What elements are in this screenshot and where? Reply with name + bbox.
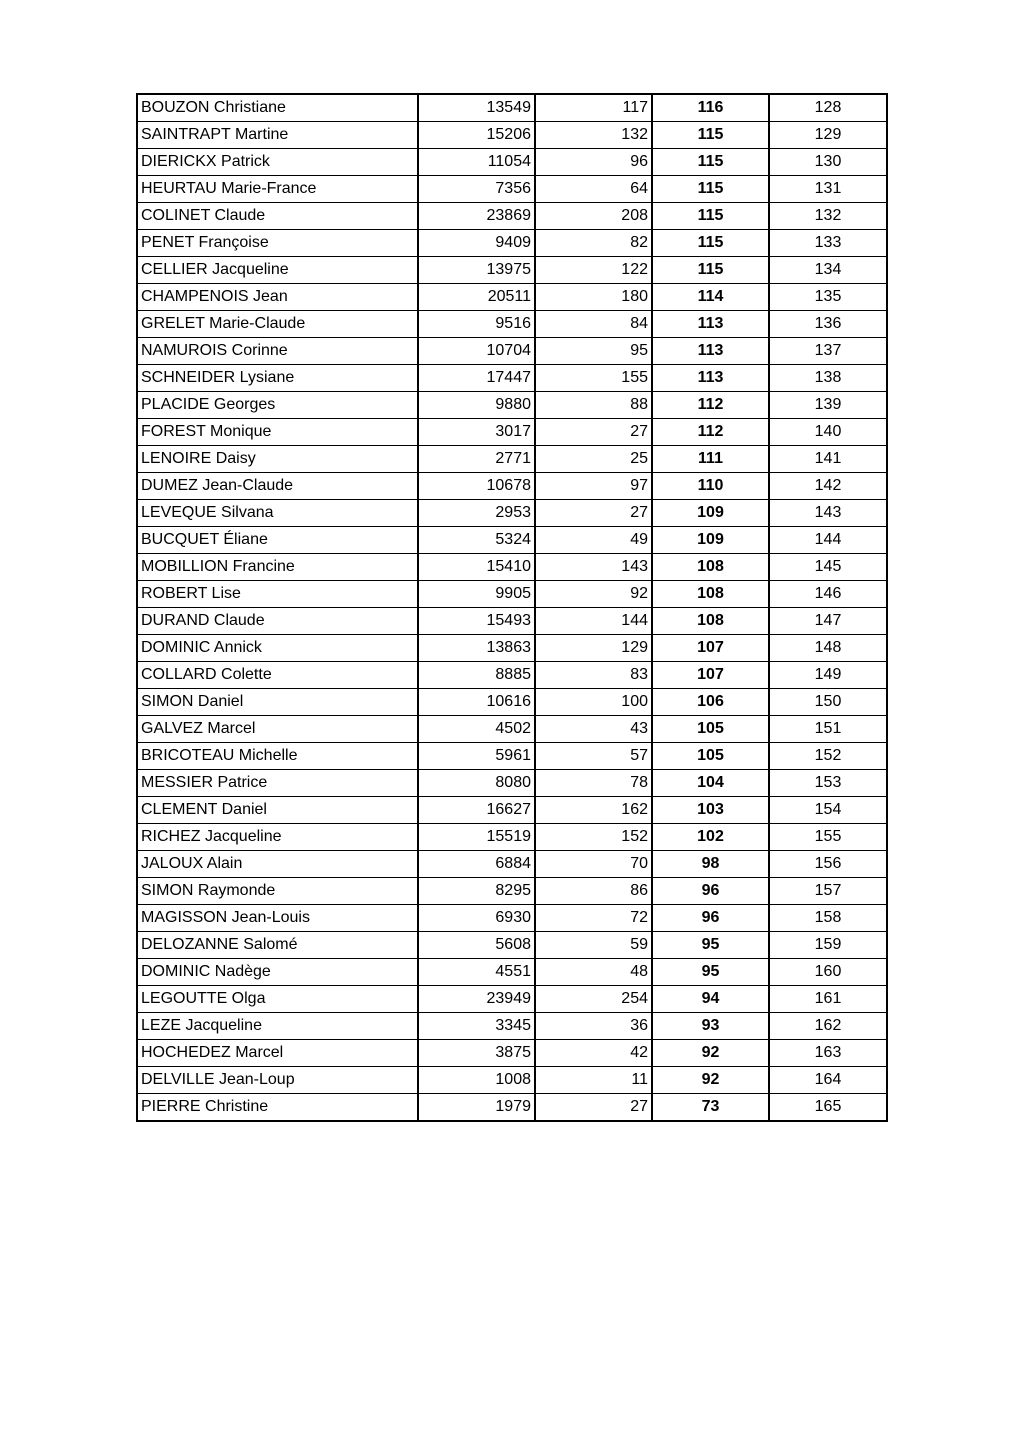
rank-cell: 142 (769, 473, 887, 500)
rank-cell: 160 (769, 959, 887, 986)
score-cell: 98 (652, 851, 769, 878)
participant-name-cell: GRELET Marie-Claude (137, 311, 418, 338)
table-row (137, 1013, 887, 1040)
value-a-cell: 9409 (418, 230, 535, 257)
value-a-cell: 9516 (418, 311, 535, 338)
table-row (137, 446, 887, 473)
table-row (137, 851, 887, 878)
participant-name-cell: BUCQUET Éliane (137, 527, 418, 554)
value-a-cell: 6930 (418, 905, 535, 932)
score-cell: 112 (652, 392, 769, 419)
score-cell: 115 (652, 257, 769, 284)
value-a-cell: 3017 (418, 419, 535, 446)
value-a-cell: 3875 (418, 1040, 535, 1067)
score-cell: 115 (652, 122, 769, 149)
score-cell: 95 (652, 959, 769, 986)
rank-cell: 147 (769, 608, 887, 635)
rank-cell: 155 (769, 824, 887, 851)
score-cell: 115 (652, 203, 769, 230)
value-b-cell: 59 (535, 932, 652, 959)
value-b-cell: 83 (535, 662, 652, 689)
participant-name-cell: COLINET Claude (137, 203, 418, 230)
value-b-cell: 95 (535, 338, 652, 365)
value-a-cell: 9905 (418, 581, 535, 608)
value-b-cell: 84 (535, 311, 652, 338)
participant-name-cell: LEGOUTTE Olga (137, 986, 418, 1013)
score-cell: 115 (652, 176, 769, 203)
table-row (137, 770, 887, 797)
value-b-cell: 36 (535, 1013, 652, 1040)
table-row (137, 581, 887, 608)
rank-cell: 133 (769, 230, 887, 257)
value-a-cell: 5324 (418, 527, 535, 554)
score-cell: 111 (652, 446, 769, 473)
table-row (137, 554, 887, 581)
value-a-cell: 5608 (418, 932, 535, 959)
rank-cell: 165 (769, 1094, 887, 1122)
participant-name-cell: ROBERT Lise (137, 581, 418, 608)
table-row (137, 905, 887, 932)
table-row (137, 122, 887, 149)
participant-name-cell: LENOIRE Daisy (137, 446, 418, 473)
value-a-cell: 15410 (418, 554, 535, 581)
table-row (137, 797, 887, 824)
participant-name-cell: HOCHEDEZ Marcel (137, 1040, 418, 1067)
participant-name-cell: BOUZON Christiane (137, 94, 418, 122)
rank-cell: 158 (769, 905, 887, 932)
table-row (137, 473, 887, 500)
rank-cell: 134 (769, 257, 887, 284)
rank-cell: 162 (769, 1013, 887, 1040)
value-b-cell: 82 (535, 230, 652, 257)
value-b-cell: 70 (535, 851, 652, 878)
score-cell: 115 (652, 230, 769, 257)
table-row (137, 527, 887, 554)
value-a-cell: 7356 (418, 176, 535, 203)
participant-name-cell: BRICOTEAU Michelle (137, 743, 418, 770)
table-row (137, 689, 887, 716)
value-a-cell: 13863 (418, 635, 535, 662)
results-table (136, 93, 888, 1122)
value-b-cell: 25 (535, 446, 652, 473)
value-b-cell: 162 (535, 797, 652, 824)
rank-cell: 149 (769, 662, 887, 689)
participant-name-cell: HEURTAU Marie-France (137, 176, 418, 203)
value-b-cell: 96 (535, 149, 652, 176)
rank-cell: 143 (769, 500, 887, 527)
participant-name-cell: DELOZANNE Salomé (137, 932, 418, 959)
rank-cell: 156 (769, 851, 887, 878)
value-b-cell: 27 (535, 1094, 652, 1122)
value-b-cell: 11 (535, 1067, 652, 1094)
value-a-cell: 16627 (418, 797, 535, 824)
value-a-cell: 10616 (418, 689, 535, 716)
participant-name-cell: NAMUROIS Corinne (137, 338, 418, 365)
participant-name-cell: LEVEQUE Silvana (137, 500, 418, 527)
table-row (137, 230, 887, 257)
participant-name-cell: JALOUX Alain (137, 851, 418, 878)
score-cell: 109 (652, 500, 769, 527)
rank-cell: 154 (769, 797, 887, 824)
table-row (137, 662, 887, 689)
value-a-cell: 3345 (418, 1013, 535, 1040)
value-b-cell: 180 (535, 284, 652, 311)
value-a-cell: 10678 (418, 473, 535, 500)
table-row (137, 176, 887, 203)
table-row (137, 203, 887, 230)
table-row (137, 608, 887, 635)
score-cell: 103 (652, 797, 769, 824)
value-b-cell: 155 (535, 365, 652, 392)
value-b-cell: 42 (535, 1040, 652, 1067)
rank-cell: 153 (769, 770, 887, 797)
participant-name-cell: RICHEZ Jacqueline (137, 824, 418, 851)
table-row (137, 149, 887, 176)
value-b-cell: 72 (535, 905, 652, 932)
rank-cell: 157 (769, 878, 887, 905)
participant-name-cell: MOBILLION Francine (137, 554, 418, 581)
rank-cell: 131 (769, 176, 887, 203)
participant-name-cell: CELLIER Jacqueline (137, 257, 418, 284)
score-cell: 112 (652, 419, 769, 446)
score-cell: 93 (652, 1013, 769, 1040)
value-a-cell: 8885 (418, 662, 535, 689)
score-cell: 105 (652, 716, 769, 743)
value-b-cell: 49 (535, 527, 652, 554)
score-cell: 95 (652, 932, 769, 959)
value-a-cell: 8080 (418, 770, 535, 797)
score-cell: 113 (652, 311, 769, 338)
participant-name-cell: GALVEZ Marcel (137, 716, 418, 743)
participant-name-cell: MAGISSON Jean-Louis (137, 905, 418, 932)
table-row (137, 284, 887, 311)
value-a-cell: 4551 (418, 959, 535, 986)
score-cell: 102 (652, 824, 769, 851)
participant-name-cell: DIERICKX Patrick (137, 149, 418, 176)
participant-name-cell: PENET Françoise (137, 230, 418, 257)
value-a-cell: 17447 (418, 365, 535, 392)
score-cell: 94 (652, 986, 769, 1013)
table-row (137, 365, 887, 392)
value-a-cell: 11054 (418, 149, 535, 176)
value-b-cell: 43 (535, 716, 652, 743)
rank-cell: 164 (769, 1067, 887, 1094)
value-a-cell: 1979 (418, 1094, 535, 1122)
value-b-cell: 88 (535, 392, 652, 419)
value-a-cell: 2953 (418, 500, 535, 527)
rank-cell: 140 (769, 419, 887, 446)
score-cell: 106 (652, 689, 769, 716)
score-cell: 114 (652, 284, 769, 311)
table-row (137, 959, 887, 986)
score-cell: 104 (652, 770, 769, 797)
value-b-cell: 27 (535, 419, 652, 446)
table-row (137, 94, 887, 122)
table-row (137, 743, 887, 770)
score-cell: 108 (652, 608, 769, 635)
table-row (137, 1040, 887, 1067)
rank-cell: 152 (769, 743, 887, 770)
score-cell: 73 (652, 1094, 769, 1122)
participant-name-cell: CHAMPENOIS Jean (137, 284, 418, 311)
participant-name-cell: MESSIER Patrice (137, 770, 418, 797)
value-b-cell: 129 (535, 635, 652, 662)
participant-name-cell: SIMON Daniel (137, 689, 418, 716)
rank-cell: 151 (769, 716, 887, 743)
score-cell: 113 (652, 338, 769, 365)
value-b-cell: 48 (535, 959, 652, 986)
results-table-body (137, 94, 887, 1121)
value-a-cell: 4502 (418, 716, 535, 743)
rank-cell: 132 (769, 203, 887, 230)
participant-name-cell: FOREST Monique (137, 419, 418, 446)
value-a-cell: 5961 (418, 743, 535, 770)
table-row (137, 311, 887, 338)
rank-cell: 128 (769, 94, 887, 122)
participant-name-cell: PIERRE Christine (137, 1094, 418, 1122)
value-b-cell: 64 (535, 176, 652, 203)
score-cell: 115 (652, 149, 769, 176)
participant-name-cell: DELVILLE Jean-Loup (137, 1067, 418, 1094)
value-b-cell: 144 (535, 608, 652, 635)
rank-cell: 148 (769, 635, 887, 662)
value-b-cell: 152 (535, 824, 652, 851)
rank-cell: 130 (769, 149, 887, 176)
table-row (137, 878, 887, 905)
value-a-cell: 13549 (418, 94, 535, 122)
table-row (137, 1067, 887, 1094)
score-cell: 92 (652, 1040, 769, 1067)
rank-cell: 137 (769, 338, 887, 365)
value-a-cell: 15493 (418, 608, 535, 635)
participant-name-cell: DOMINIC Annick (137, 635, 418, 662)
value-a-cell: 23949 (418, 986, 535, 1013)
value-b-cell: 78 (535, 770, 652, 797)
rank-cell: 146 (769, 581, 887, 608)
table-row (137, 986, 887, 1013)
value-b-cell: 132 (535, 122, 652, 149)
score-cell: 108 (652, 581, 769, 608)
table-row (137, 338, 887, 365)
participant-name-cell: CLEMENT Daniel (137, 797, 418, 824)
participant-name-cell: COLLARD Colette (137, 662, 418, 689)
value-a-cell: 13975 (418, 257, 535, 284)
score-cell: 107 (652, 635, 769, 662)
score-cell: 96 (652, 905, 769, 932)
table-row (137, 932, 887, 959)
rank-cell: 144 (769, 527, 887, 554)
value-a-cell: 1008 (418, 1067, 535, 1094)
table-row (137, 635, 887, 662)
score-cell: 105 (652, 743, 769, 770)
rank-cell: 138 (769, 365, 887, 392)
rank-cell: 129 (769, 122, 887, 149)
value-b-cell: 208 (535, 203, 652, 230)
value-b-cell: 254 (535, 986, 652, 1013)
value-b-cell: 143 (535, 554, 652, 581)
participant-name-cell: DOMINIC Nadège (137, 959, 418, 986)
participant-name-cell: DURAND Claude (137, 608, 418, 635)
value-b-cell: 100 (535, 689, 652, 716)
table-row (137, 500, 887, 527)
rank-cell: 159 (769, 932, 887, 959)
table-row (137, 824, 887, 851)
score-cell: 116 (652, 94, 769, 122)
score-cell: 110 (652, 473, 769, 500)
value-a-cell: 20511 (418, 284, 535, 311)
table-row (137, 419, 887, 446)
rank-cell: 150 (769, 689, 887, 716)
participant-name-cell: SAINTRAPT Martine (137, 122, 418, 149)
score-cell: 109 (652, 527, 769, 554)
value-b-cell: 92 (535, 581, 652, 608)
participant-name-cell: SIMON Raymonde (137, 878, 418, 905)
value-a-cell: 8295 (418, 878, 535, 905)
value-a-cell: 6884 (418, 851, 535, 878)
value-a-cell: 10704 (418, 338, 535, 365)
value-b-cell: 57 (535, 743, 652, 770)
participant-name-cell: SCHNEIDER Lysiane (137, 365, 418, 392)
rank-cell: 135 (769, 284, 887, 311)
participant-name-cell: LEZE Jacqueline (137, 1013, 418, 1040)
value-b-cell: 27 (535, 500, 652, 527)
rank-cell: 136 (769, 311, 887, 338)
participant-name-cell: PLACIDE Georges (137, 392, 418, 419)
rank-cell: 141 (769, 446, 887, 473)
score-cell: 113 (652, 365, 769, 392)
score-cell: 108 (652, 554, 769, 581)
table-row (137, 716, 887, 743)
value-a-cell: 2771 (418, 446, 535, 473)
rank-cell: 145 (769, 554, 887, 581)
table-row (137, 392, 887, 419)
table-row (137, 1094, 887, 1122)
score-cell: 92 (652, 1067, 769, 1094)
value-a-cell: 15519 (418, 824, 535, 851)
value-a-cell: 23869 (418, 203, 535, 230)
rank-cell: 163 (769, 1040, 887, 1067)
value-b-cell: 97 (535, 473, 652, 500)
value-a-cell: 15206 (418, 122, 535, 149)
table-row (137, 257, 887, 284)
value-b-cell: 86 (535, 878, 652, 905)
rank-cell: 139 (769, 392, 887, 419)
value-a-cell: 9880 (418, 392, 535, 419)
score-cell: 107 (652, 662, 769, 689)
rank-cell: 161 (769, 986, 887, 1013)
value-b-cell: 117 (535, 94, 652, 122)
value-b-cell: 122 (535, 257, 652, 284)
score-cell: 96 (652, 878, 769, 905)
participant-name-cell: DUMEZ Jean-Claude (137, 473, 418, 500)
